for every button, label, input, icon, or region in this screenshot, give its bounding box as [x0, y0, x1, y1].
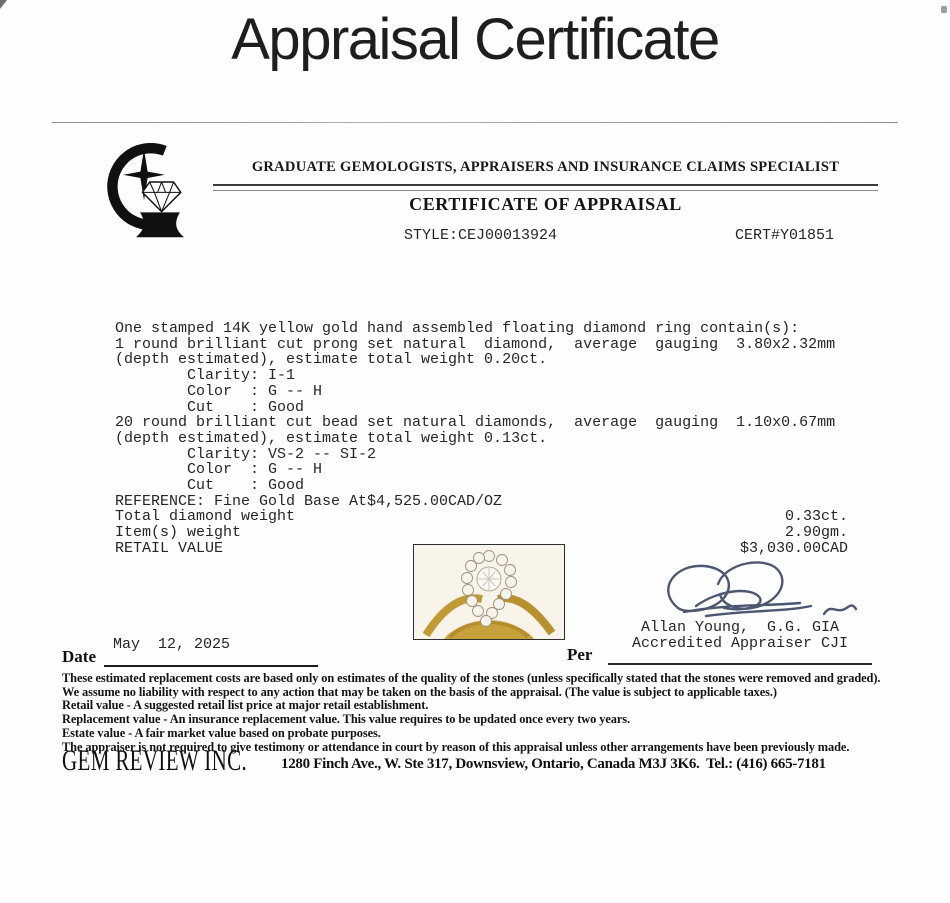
description-line: REFERENCE: Fine Gold Base At$4,525.00CAD/OZ [115, 492, 503, 510]
disclaimer-line: The appraiser is not required to give testimony or attendance in court by reason of this appraisal unless other arrangements have been previously made. [62, 739, 850, 754]
description-line: Color : G -- H [115, 461, 323, 479]
disclaimer-line: Replacement value - An insurance replacement value. This value requires to be updated once every two years. [62, 712, 630, 727]
description-line: (depth estimated), estimate total weight 0.13ct. [115, 429, 548, 447]
letterhead-divider [213, 184, 878, 191]
ring-photo [413, 544, 565, 640]
disclaimer-block [62, 672, 898, 754]
summary-value: 2.90gm. [784, 524, 848, 542]
page-title: Appraisal Certificate [231, 7, 719, 72]
appraiser-block [602, 620, 878, 652]
summary-row-items-weight [115, 525, 848, 541]
date-value: May 12, 2025 [113, 636, 231, 653]
appraiser-title: Accredited Appraiser CJI [631, 635, 849, 653]
appraiser-name: Allan Young, G.G. GIA [640, 619, 840, 636]
date-label: Date [62, 647, 96, 666]
organization-line: GRADUATE GEMOLOGISTS, APPRAISERS AND INSURANCE CLAIMS SPECIALIST [251, 159, 840, 175]
disclaimer-line: These estimated replacement costs are based only on estimates of the quality of the stones (unless specifically stated that the stones were removed and graded). [62, 671, 881, 685]
description-line: Color : G -- H [115, 382, 323, 400]
gem-review-logo-icon [96, 138, 188, 238]
description-line: Clarity: VS-2 -- SI-2 [115, 445, 377, 463]
summary-label: Item(s) weight [115, 524, 242, 542]
disclaimer-line: We assume no liability with respect to any action that may be taken on the basis of the appraisal. (The value is subject to applicable taxes.) [62, 684, 777, 699]
company-address: 1280 Finch Ave., W. Ste 317, Downsview, Ontario, Canada M3J 3K6. Tel.: (416) 665-7181 [281, 756, 826, 772]
per-signature-line [608, 663, 872, 665]
description-line: (depth estimated), estimate total weight 0.20ct. [115, 351, 548, 369]
item-description [115, 321, 848, 557]
summary-value: $3,030.00CAD [739, 539, 848, 557]
disclaimer-line: Retail value - A suggested retail list price at major retail establishment. [62, 698, 429, 713]
description-line: Cut : Good [115, 398, 305, 416]
description-line: One stamped 14K yellow gold hand assembled floating diamond ring contain(s): [115, 320, 800, 337]
per-label: Per [567, 645, 593, 664]
description-line: Cut : Good [115, 477, 305, 495]
description-line: 20 round brilliant cut bead set natural diamonds, average gauging 1.10x0.67mm [115, 414, 836, 432]
date-signature-line [104, 665, 318, 667]
certificate-title: CERTIFICATE OF APPRAISAL [409, 194, 682, 214]
summary-label: Total diamond weight [115, 508, 296, 526]
summary-row-total-diamond-weight [115, 509, 848, 525]
top-divider [52, 122, 898, 123]
company-name: GEM REVIEW INC. [62, 744, 248, 777]
style-number: STYLE:CEJ00013924 [404, 227, 558, 244]
appraiser-signature [648, 556, 860, 626]
cert-number: CERT#Y01851 [735, 227, 835, 244]
disclaimer-line: Estate value - A fair market value based on probate purposes. [62, 725, 381, 740]
summary-value: 0.33ct. [784, 508, 848, 526]
description-line: Clarity: I-1 [115, 367, 296, 385]
summary-label: RETAIL VALUE [115, 539, 224, 557]
description-line: 1 round brilliant cut prong set natural diamond, average gauging 3.80x2.32mm [115, 335, 836, 353]
description-lines [115, 321, 848, 509]
